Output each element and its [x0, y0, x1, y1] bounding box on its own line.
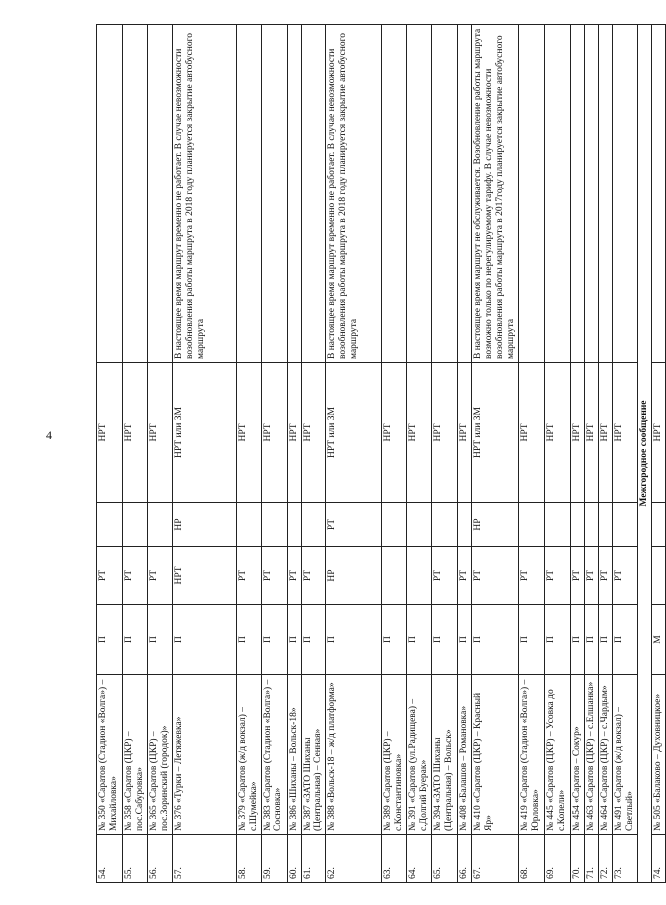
regulation-planned: НРТ: [458, 363, 472, 503]
rotated-table-wrapper: [96, 25, 663, 883]
route-note: [612, 25, 637, 363]
route-name: № 389 «Саратов (ЦКР) – с.Константиновка»: [382, 675, 407, 835]
route-name: № 391 «Саратов (ул.Радищева) – с.Долгий Буерак»: [407, 675, 432, 835]
regulation-interim: [147, 503, 172, 547]
route-name: № 387 «ЗАТО Шиханы (Центральная) – Сенная»: [301, 675, 326, 835]
row-number: 69.: [544, 835, 570, 883]
regulation-planned: НРТ: [612, 363, 637, 503]
row-number: 70.: [570, 835, 584, 883]
regulation-current: РТ: [518, 547, 544, 605]
regulation-current: РТ: [301, 547, 326, 605]
regulation-interim: РТ: [326, 503, 382, 547]
regulation-current: РТ: [236, 547, 261, 605]
regulation-current: РТ: [123, 547, 148, 605]
regulation-current: НРТ: [172, 547, 236, 605]
route-name: № 350 «Саратов (Стадион «Волга») – Михайловка»: [97, 675, 123, 835]
regulation-current: РТ: [472, 547, 519, 605]
route-note: [236, 25, 261, 363]
route-type: П: [518, 605, 544, 675]
section-header: Межгородное сообщение: [637, 25, 651, 883]
regulation-planned: НРТ: [518, 363, 544, 503]
row-number: 56.: [147, 835, 172, 883]
regulation-interim: [261, 503, 287, 547]
route-note: [123, 25, 148, 363]
regulation-planned: НРТ или ЗМ: [472, 363, 519, 503]
row-number: 67.: [472, 835, 519, 883]
regulation-current: РТ: [584, 547, 598, 605]
regulation-planned: НРТ: [598, 363, 612, 503]
route-type: П: [382, 605, 407, 675]
table-row: [612, 25, 637, 883]
route-name: № 379 «Саратов (ж/д вокзал) – с.Шумейка»: [236, 675, 261, 835]
route-note: [97, 25, 123, 363]
row-number: 66.: [458, 835, 472, 883]
regulation-interim: [382, 503, 407, 547]
regulation-current: НР: [326, 547, 382, 605]
route-name: № 386 «Шиханы – Вольск-18»: [287, 675, 301, 835]
regulation-interim: [301, 503, 326, 547]
regulation-interim: [236, 503, 261, 547]
route-note: [598, 25, 612, 363]
regulation-planned: НРТ: [584, 363, 598, 503]
regulation-interim: [518, 503, 544, 547]
route-name: № 505 «Балаково – Духовницкое»: [651, 675, 665, 835]
regulation-interim: [598, 503, 612, 547]
route-note: [544, 25, 570, 363]
route-name: № 383 «Саратов (Стадион «Волга») – Сосновка»: [261, 675, 287, 835]
regulation-current: РТ: [458, 547, 472, 605]
regulation-planned: НРТ: [651, 363, 665, 503]
routes-table-body: [97, 25, 666, 883]
table-row: [261, 25, 287, 883]
route-type: П: [458, 605, 472, 675]
regulation-current: [651, 547, 665, 605]
route-type: П: [612, 605, 637, 675]
regulation-planned: НРТ: [432, 363, 458, 503]
table-row: [518, 25, 544, 883]
route-type: П: [326, 605, 382, 675]
route-name: № 365 «Саратов (ЦКР) – пос.Зоринский (городок)»: [147, 675, 172, 835]
regulation-current: [382, 547, 407, 605]
route-type: П: [570, 605, 584, 675]
table-row: [458, 25, 472, 883]
route-name: № 454 «Саратов – Сокур»: [570, 675, 584, 835]
table-row: [123, 25, 148, 883]
route-note: [287, 25, 301, 363]
table-row: [147, 25, 172, 883]
route-name: № 491 «Саратов (ж/д вокзал) – Светлый»: [612, 675, 637, 835]
regulation-interim: [612, 503, 637, 547]
route-type: П: [301, 605, 326, 675]
table-row: [301, 25, 326, 883]
regulation-interim: [570, 503, 584, 547]
route-name: № 358 «Саратов (ЦКР) – пос.Сабуровка»: [123, 675, 148, 835]
regulation-interim: [407, 503, 432, 547]
regulation-current: РТ: [97, 547, 123, 605]
regulation-current: РТ: [612, 547, 637, 605]
regulation-planned: НРТ: [261, 363, 287, 503]
table-row: [598, 25, 612, 883]
row-number: 71.: [584, 835, 598, 883]
table-row: [651, 25, 665, 883]
route-type: П: [472, 605, 519, 675]
route-note: [584, 25, 598, 363]
regulation-planned: НРТ: [382, 363, 407, 503]
row-number: 62.: [326, 835, 382, 883]
regulation-planned: НРТ: [236, 363, 261, 503]
row-number: 57.: [172, 835, 236, 883]
regulation-planned: НРТ: [407, 363, 432, 503]
table-row: [287, 25, 301, 883]
regulation-current: РТ: [598, 547, 612, 605]
row-number: 74.: [651, 835, 665, 883]
route-name: № 445 «Саратов (ЦКР) – Усовка до с.Копели»: [544, 675, 570, 835]
route-type: П: [123, 605, 148, 675]
table-row: [407, 25, 432, 883]
route-note: В настоящее время маршрут временно не работает. В случае невозможности возобновления работы маршрута в 2018 году планируется закрытие автобусного маршрута: [172, 25, 236, 363]
route-type: П: [432, 605, 458, 675]
regulation-planned: НРТ: [570, 363, 584, 503]
table-row: [472, 25, 519, 883]
route-note: [301, 25, 326, 363]
table-row: [544, 25, 570, 883]
route-type: П: [236, 605, 261, 675]
regulation-planned: НРТ: [147, 363, 172, 503]
table-row: [97, 25, 123, 883]
regulation-planned: НРТ: [123, 363, 148, 503]
row-number: 65.: [432, 835, 458, 883]
regulation-planned: НРТ: [301, 363, 326, 503]
table-row: [584, 25, 598, 883]
regulation-interim: [651, 503, 665, 547]
regulation-interim: [432, 503, 458, 547]
route-type: М: [651, 605, 665, 675]
route-note: В настоящее время маршрут временно не работает. В случае невозможности возобновления работы маршрута в 2018 году планируется закрытие автобусного маршрута: [326, 25, 382, 363]
regulation-current: РТ: [147, 547, 172, 605]
page-number: 4: [46, 428, 52, 442]
regulation-interim: [287, 503, 301, 547]
regulation-current: РТ: [261, 547, 287, 605]
row-number: 61.: [301, 835, 326, 883]
regulation-planned: НРТ: [97, 363, 123, 503]
regulation-current: [407, 547, 432, 605]
row-number: 55.: [123, 835, 148, 883]
regulation-planned: НРТ или ЗМ: [326, 363, 382, 503]
route-type: П: [172, 605, 236, 675]
regulation-interim: [458, 503, 472, 547]
row-number: 58.: [236, 835, 261, 883]
route-name: № 419 «Саратов (Стадион «Волга») – Юрловка»: [518, 675, 544, 835]
route-name: № 463 «Саратов (ЦКР) – с.Елшанка»: [584, 675, 598, 835]
route-note: [261, 25, 287, 363]
row-number: 73.: [612, 835, 637, 883]
regulation-planned: НРТ: [544, 363, 570, 503]
table-row: [432, 25, 458, 883]
route-note: [570, 25, 584, 363]
regulation-current: РТ: [570, 547, 584, 605]
table-row: [382, 25, 407, 883]
regulation-interim: НР: [172, 503, 236, 547]
route-note: [407, 25, 432, 363]
route-note: [432, 25, 458, 363]
regulation-current: РТ: [287, 547, 301, 605]
route-note: В настоящее время маршрут не обслуживается. Возобновление работы маршрута возможно только по нерегулируемому тарифу. В случае невозможности возобновления работы маршрута в 2017году планируется закрытие автобусного маршрута: [472, 25, 519, 363]
routes-table: [96, 24, 666, 883]
route-name: № 464 «Саратов (ЦКР) – с.Чардым»: [598, 675, 612, 835]
route-name: № 388 «Вольск-18 – ж/д платформа»: [326, 675, 382, 835]
table-row: [570, 25, 584, 883]
route-note: [382, 25, 407, 363]
section-header-row: [637, 25, 651, 883]
route-name: № 408 «Балашов – Романовка»: [458, 675, 472, 835]
regulation-interim: [123, 503, 148, 547]
route-note: [458, 25, 472, 363]
row-number: 59.: [261, 835, 287, 883]
row-number: 72.: [598, 835, 612, 883]
row-number: 68.: [518, 835, 544, 883]
route-note: [651, 25, 665, 363]
route-type: П: [584, 605, 598, 675]
row-number: 54.: [97, 835, 123, 883]
row-number: 64.: [407, 835, 432, 883]
table-row: [326, 25, 382, 883]
route-type: П: [287, 605, 301, 675]
route-note: [147, 25, 172, 363]
table-row: [236, 25, 261, 883]
route-type: П: [147, 605, 172, 675]
route-type: П: [407, 605, 432, 675]
table-row: [172, 25, 236, 883]
regulation-interim: НР: [472, 503, 519, 547]
route-type: П: [598, 605, 612, 675]
regulation-current: РТ: [432, 547, 458, 605]
row-number: 60.: [287, 835, 301, 883]
route-name: № 394 «ЗАТО Шиханы (Центральная) – Вольск»: [432, 675, 458, 835]
regulation-current: РТ: [544, 547, 570, 605]
route-type: П: [544, 605, 570, 675]
regulation-planned: НРТ: [287, 363, 301, 503]
row-number: 63.: [382, 835, 407, 883]
route-type: П: [261, 605, 287, 675]
regulation-planned: НРТ или ЗМ: [172, 363, 236, 503]
route-name: № 376 «Турки – Летяжевка»: [172, 675, 236, 835]
regulation-interim: [584, 503, 598, 547]
regulation-interim: [97, 503, 123, 547]
route-type: П: [97, 605, 123, 675]
route-name: № 410 «Саратов (ЦКР) – Красный Яр»: [472, 675, 519, 835]
regulation-interim: [544, 503, 570, 547]
route-note: [518, 25, 544, 363]
